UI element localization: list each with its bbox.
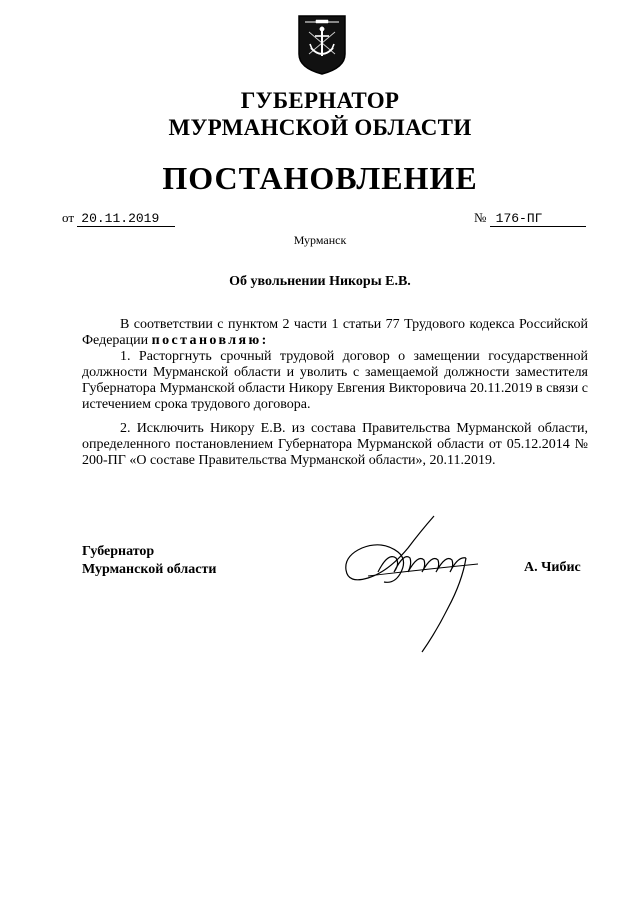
issue-city: Мурманск [293, 233, 347, 247]
signatory-name: А. Чибис [524, 560, 581, 575]
issuer-title-line1: ГУБЕРНАТОР [240, 88, 400, 113]
signatory-title-line1: Губернатор [82, 544, 155, 559]
resolve-word: постановляю: [151, 333, 269, 348]
date-value: 20.11.2019 [77, 211, 175, 227]
document-number [474, 210, 586, 227]
preamble-paragraph [82, 317, 588, 349]
date-prefix: от [62, 210, 75, 225]
document-type-title: ПОСТАНОВЛЕНИЕ [162, 160, 478, 196]
resolution-item-2: 2. Исключить Никору Е.В. из состава Правительства Мурманской области, определенного постановлением Губернатора Мурманской области от 05.12.2014 № 200-ПГ «О составе Правительства Мурманской области», 20.11.2019. [82, 421, 588, 468]
number-prefix: № [474, 210, 487, 225]
resolution-item-1: 1. Расторгнуть срочный трудовой договор о замещении государственной должности Мурманской области и уволить с замещаемой должности заместителя Губернатора Мурманской области Никору Евгения Викторовича 20.11.2019 в связи с истечением срока трудового договора. [82, 349, 588, 412]
document-date [62, 210, 175, 227]
preamble-text: В соответствии с пунктом 2 части 1 статьи 77 Трудового кодекса Российской Федерации [82, 317, 588, 348]
coat-of-arms-icon [297, 14, 347, 76]
issuer-title-line2: МУРМАНСКОЙ ОБЛАСТИ [168, 115, 472, 140]
document-subject: Об увольнении Никоры Е.В. [229, 274, 411, 289]
handwritten-signature-icon [338, 512, 518, 662]
number-value: 176-ПГ [490, 211, 586, 227]
signatory-title-line2: Мурманской области [82, 562, 217, 577]
